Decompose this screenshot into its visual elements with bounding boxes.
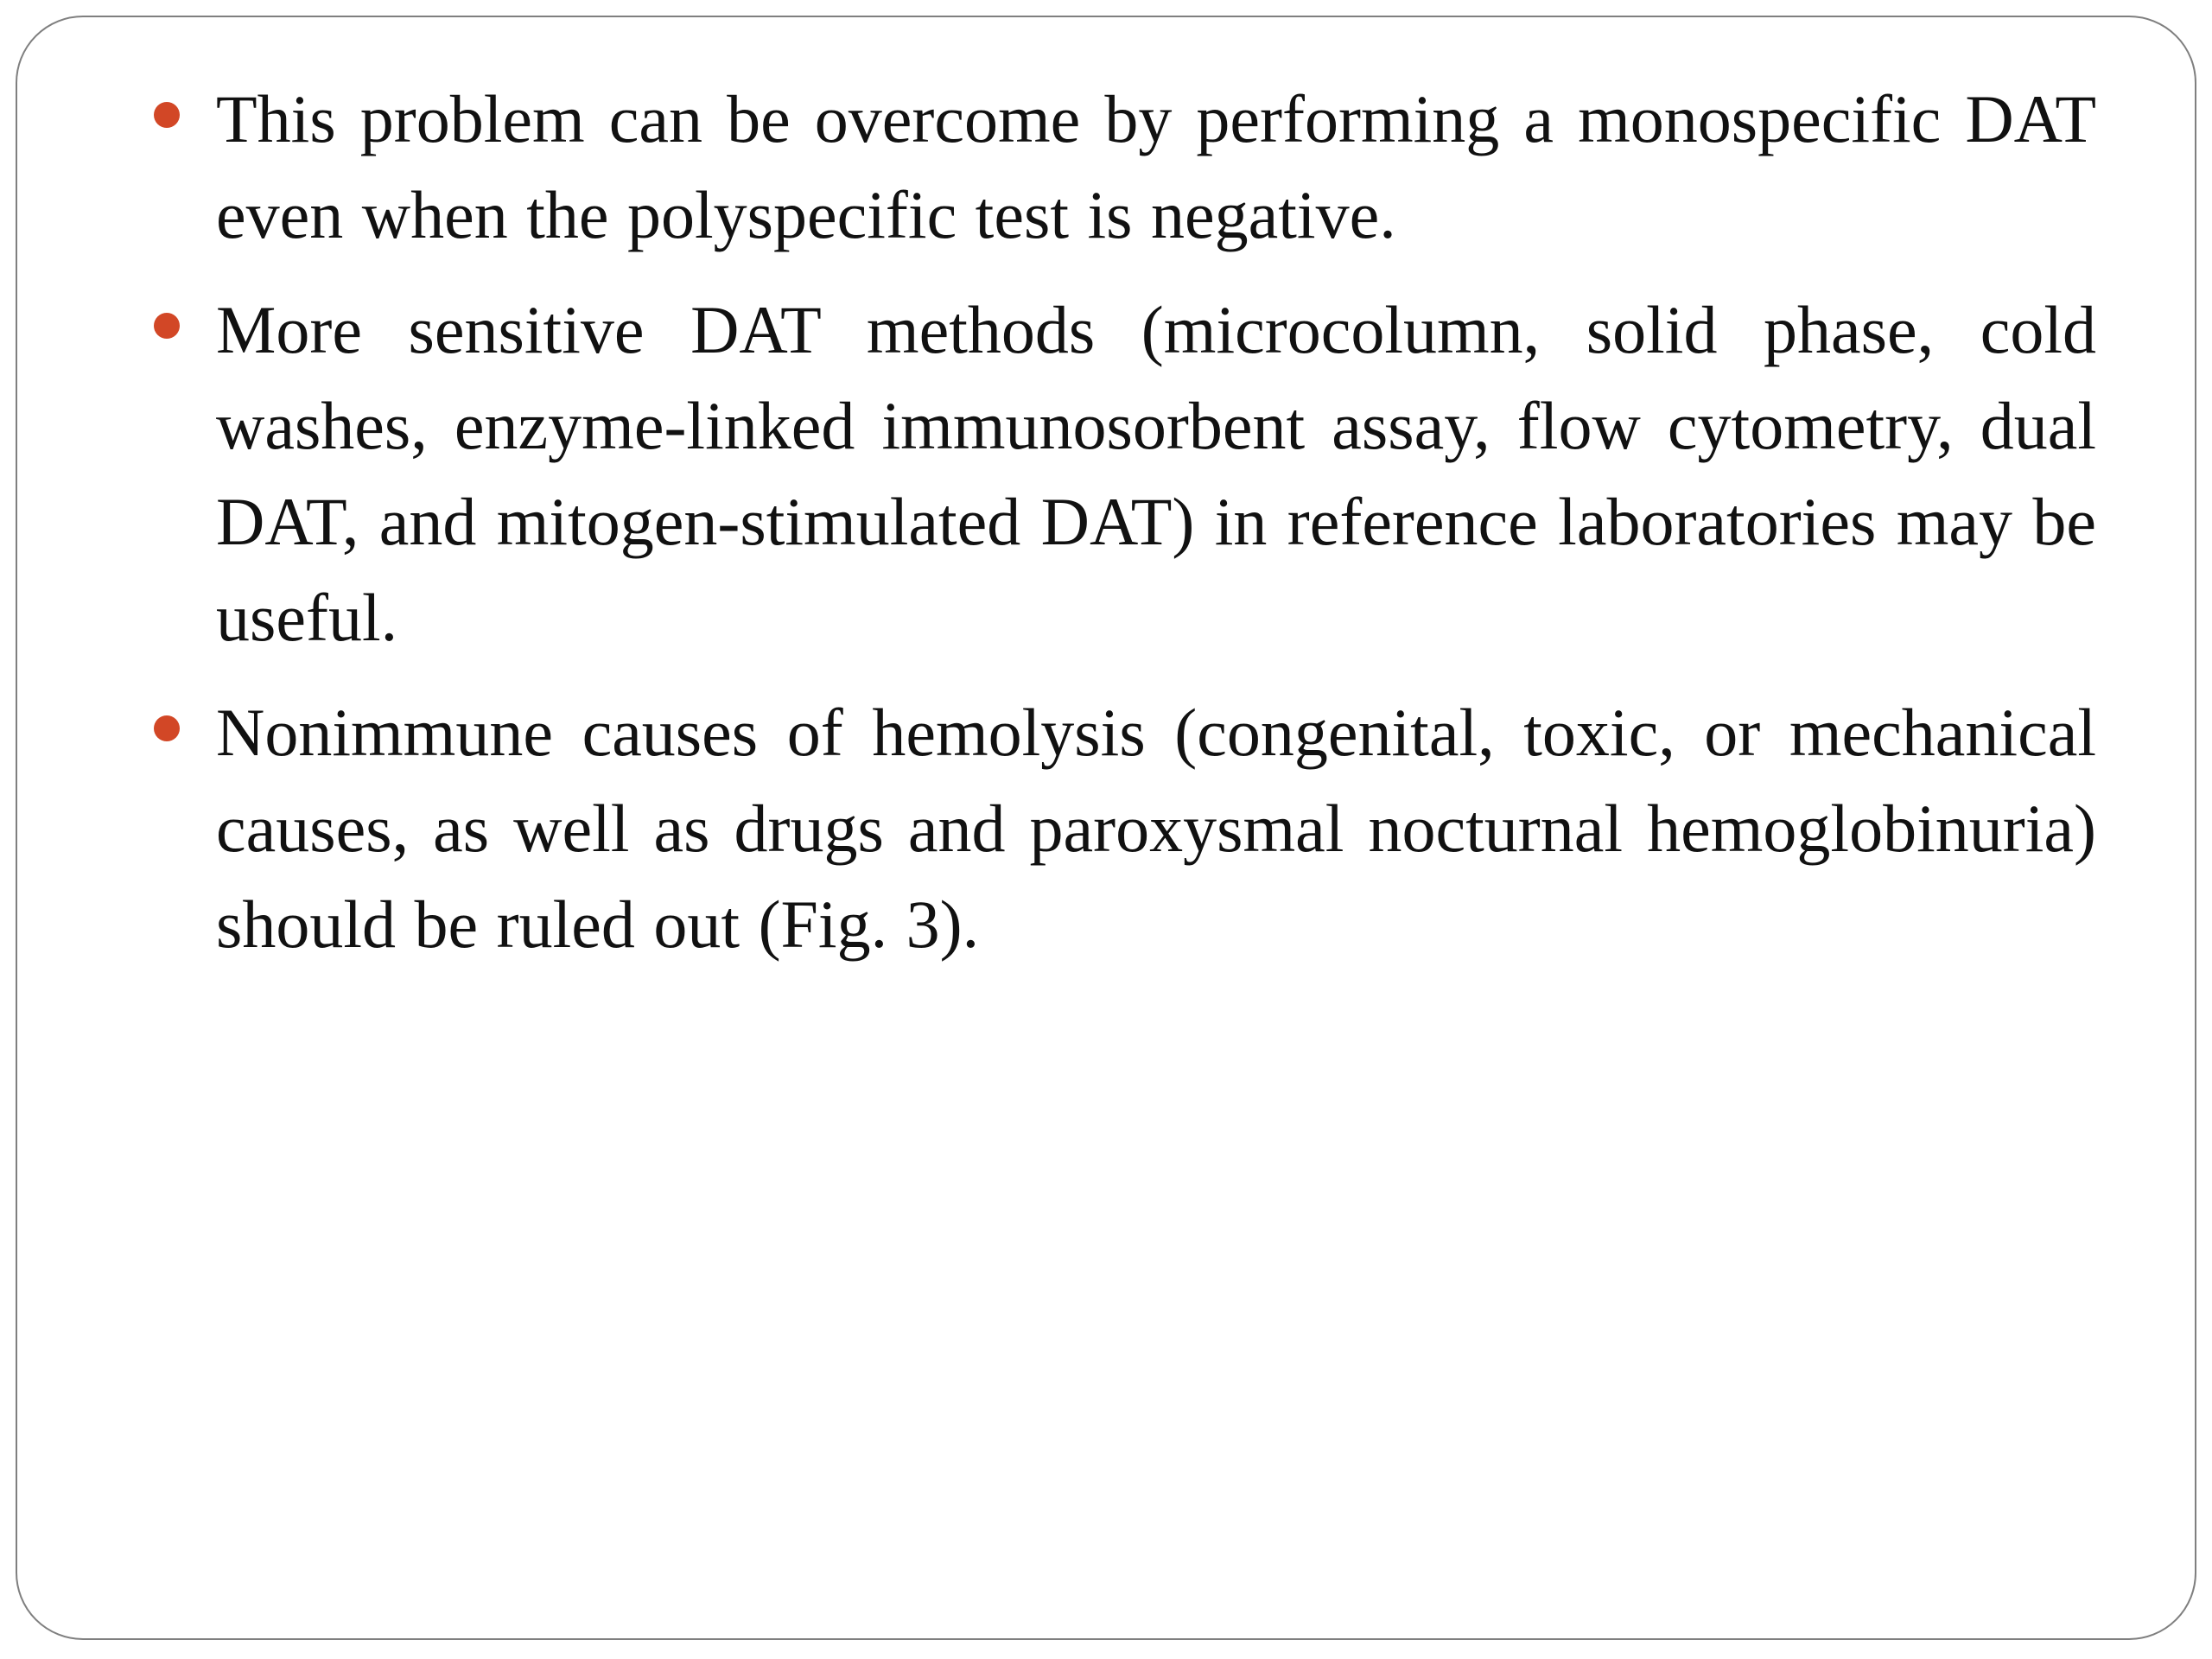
bullet-text: More sensitive DAT methods (microcolumn, solid phase, cold washes, enzyme-linked immunosorbent assay, flow cytometry, dual DAT, and mitogen-stimulated DAT) in reference laboratories may be useful. — [216, 292, 2096, 655]
bullet-item-1 — [216, 71, 2096, 263]
slide-frame — [16, 16, 2196, 1640]
bullet-list — [216, 71, 2096, 991]
bullet-text: This problem can be overcome by performing a monospecific DAT even when the polyspecific test is negative. — [216, 81, 2096, 252]
bullet-item-2 — [216, 282, 2096, 665]
bullet-item-3 — [216, 684, 2096, 972]
bullet-text: Nonimmune causes of hemolysis (congenital, toxic, or mechanical causes, as well as drugs and paroxysmal nocturnal hemoglobinuria) should be ruled out (Fig. 3). — [216, 695, 2096, 962]
bullet-dot-icon — [154, 102, 180, 128]
bullet-dot-icon — [154, 313, 180, 339]
bullet-dot-icon — [154, 715, 180, 741]
